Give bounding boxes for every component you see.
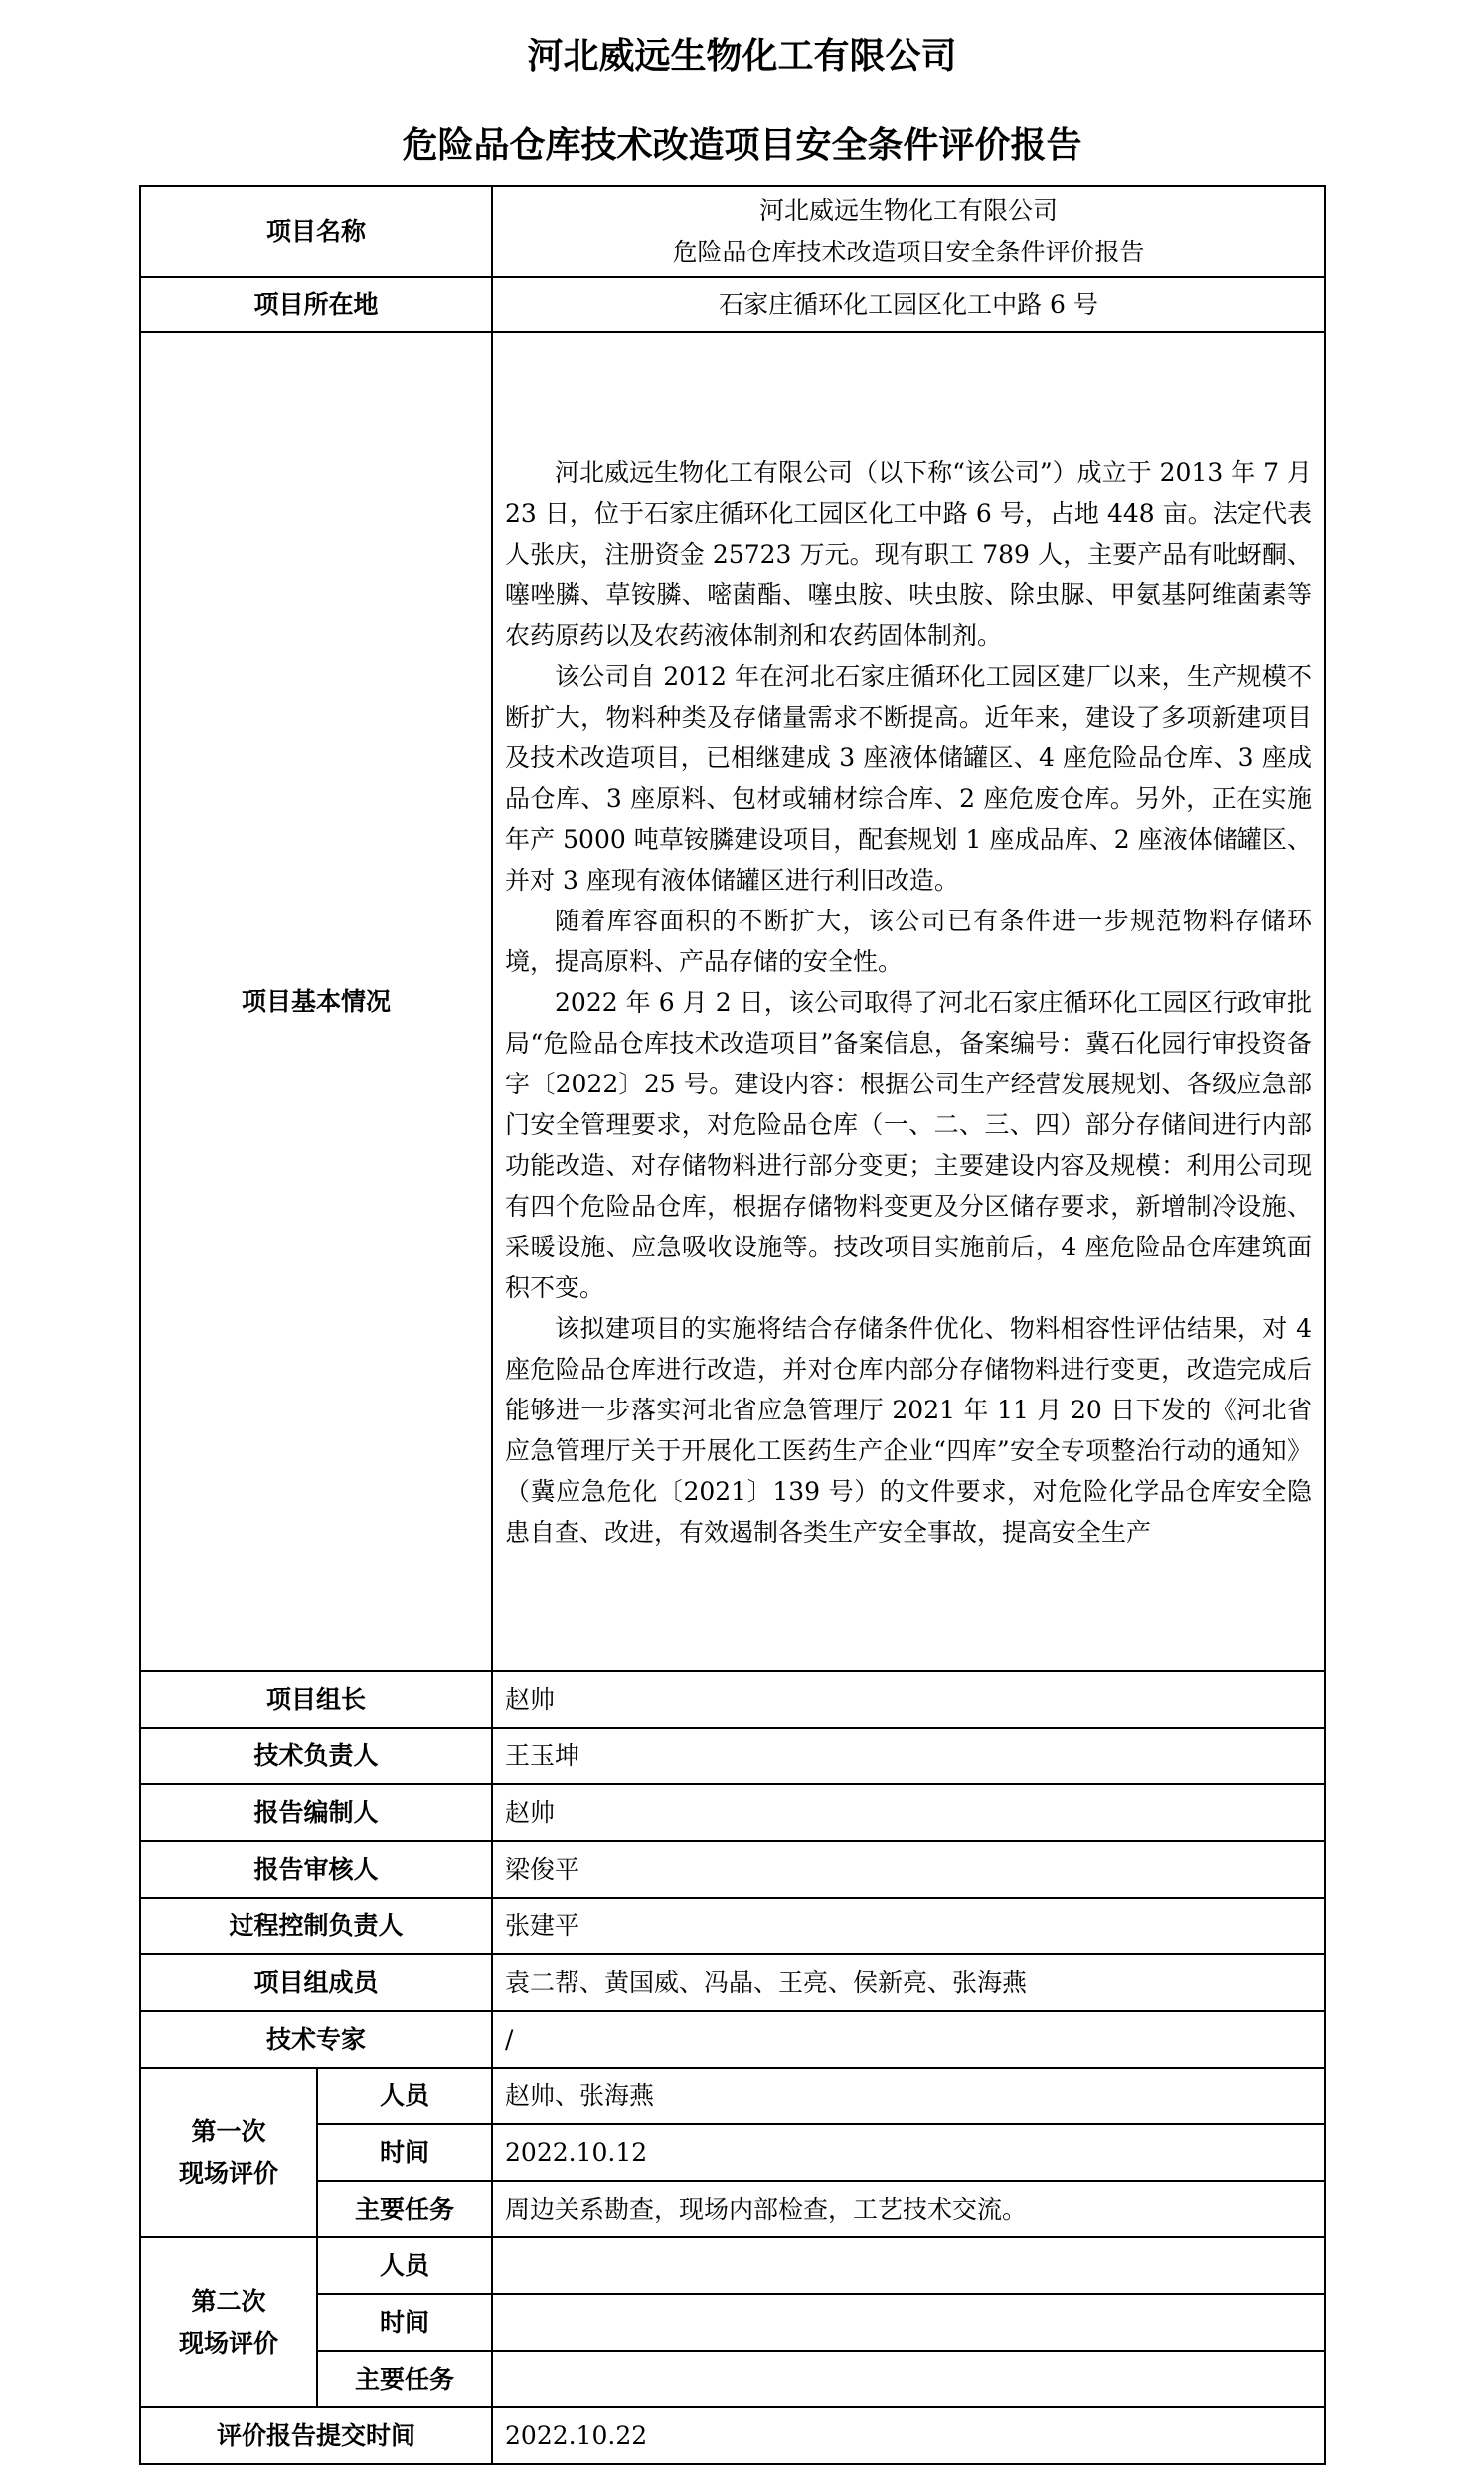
row-tech-expert [140,2011,1325,2068]
second-eval-task-value [492,2351,1325,2407]
row-second-eval-task [140,2351,1325,2407]
team-members-label: 项目组成员 [140,1954,492,2011]
second-eval-time-label: 时间 [317,2294,492,2351]
tech-lead-value: 王玉坤 [492,1728,1325,1784]
row-first-eval-time [140,2124,1325,2181]
basic-info-label: 项目基本情况 [140,332,492,1671]
submit-time-label: 评价报告提交时间 [140,2407,492,2464]
first-eval-label-line2: 现场评价 [178,2158,278,2188]
row-second-eval-personnel [140,2237,1325,2294]
first-eval-task-label: 主要任务 [317,2181,492,2237]
process-control-value: 张建平 [492,1898,1325,1954]
team-leader-value: 赵帅 [492,1671,1325,1728]
basic-info-paragraph: 该公司自 2012 年在河北石家庄循环化工园区建厂以来，生产规模不断扩大，物料种类及存储量需求不断提高。近年来，建设了多项新建项目及技术改造项目，已相继建成 3 座液体储罐区、4 座危险品仓库、3 座成品仓库、3 座原料、包材或辅材综合库、2 座危废仓库。另外，正在实施年产 5000 吨草铵膦建设项目，配套规划 1 座成品库、2 座液体储罐区、并对 3 座现有液体储罐区进行利旧改造。 [505,662,1313,895]
second-eval-personnel-label: 人员 [317,2237,492,2294]
process-control-label: 过程控制负责人 [140,1898,492,1954]
tech-expert-value: / [492,2011,1325,2068]
basic-info-paragraph: 河北威远生物化工有限公司（以下称“该公司”）成立于 2013 年 7 月 23 日，位于石家庄循环化工园区化工中路 6 号，占地 448 亩。法定代表人张庆，注册资金 25723 万元。现有职工 789 人，主要产品有吡蚜酮、噻唑膦、草铵膦、嘧菌酯、噻虫胺、呋虫胺、除虫脲、甲氨基阿维菌素等农药原药以及农药液体制剂和农药固体制剂。 [505,458,1313,650]
first-eval-personnel-value: 赵帅、张海燕 [492,2068,1325,2124]
basic-info-value [492,332,1325,1671]
second-eval-time-value [492,2294,1325,2351]
second-eval-label-line1: 第二次 [191,2286,266,2316]
second-eval-label-line2: 现场评价 [178,2328,278,2358]
row-team-leader [140,1671,1325,1728]
project-name-label: 项目名称 [140,186,492,277]
report-title: 危险品仓库技术改造项目安全条件评价报告 [402,125,1082,166]
row-report-reviewer [140,1841,1325,1898]
row-team-members [140,1954,1325,2011]
basic-info-paragraph: 该拟建项目的实施将结合存储条件优化、物料相容性评估结果，对 4 座危险品仓库进行改造，并对仓库内部分存储物料进行变更，改造完成后能够进一步落实河北省应急管理厅 2021 年 11 月 20 日下发的《河北省应急管理厅关于开展化工医药生产企业“四库”安全专项整治行动的通知》（冀应急危化〔2021〕139 号）的文件要求，对危险化学品仓库安全隐患自查、改进，有效遏制各类生产安全事故，提高安全生产 [505,1314,1313,1547]
row-submit-time [140,2407,1325,2464]
row-basic-info [140,332,1325,1671]
second-eval-label [140,2237,317,2407]
report-reviewer-label: 报告审核人 [140,1841,492,1898]
company-title: 河北威远生物化工有限公司 [527,36,957,77]
first-eval-label-line1: 第一次 [191,2116,266,2146]
report-reviewer-value: 梁俊平 [492,1841,1325,1898]
project-name-line1: 河北威远生物化工有限公司 [759,196,1059,225]
row-first-eval-personnel [140,2068,1325,2124]
second-eval-task-label: 主要任务 [317,2351,492,2407]
row-process-control [140,1898,1325,1954]
basic-info-paragraph: 2022 年 6 月 2 日，该公司取得了河北石家庄循环化工园区行政审批局“危险品仓库技术改造项目”备案信息，备案编号：冀石化园行审投资备字〔2022〕25 号。建设内容：根据公司生产经营发展规划、各级应急部门安全管理要求，对危险品仓库（一、二、三、四）部分存储间进行内部功能改造、对存储物料进行部分变更；主要建设内容及规模：利用公司现有四个危险品仓库，根据存储物料变更及分区储存要求，新增制冷设施、采暖设施、应急吸收设施等。技改项目实施前后，4 座危险品仓库建筑面积不变。 [505,988,1313,1302]
row-location [140,277,1325,332]
evaluation-info-table [139,185,1326,2465]
location-value: 石家庄循环化工园区化工中路 6 号 [492,277,1325,332]
row-first-eval-task [140,2181,1325,2237]
first-eval-personnel-label: 人员 [317,2068,492,2124]
row-project-name [140,186,1325,277]
location-label: 项目所在地 [140,277,492,332]
report-author-label: 报告编制人 [140,1784,492,1841]
first-eval-time-value: 2022.10.12 [492,2124,1325,2181]
team-members-value: 袁二帮、黄国威、冯晶、王亮、侯新亮、张海燕 [492,1954,1325,2011]
first-eval-label [140,2068,317,2237]
first-eval-time-label: 时间 [317,2124,492,2181]
project-name-value [492,186,1325,277]
row-report-author [140,1784,1325,1841]
submit-time-value: 2022.10.22 [492,2407,1325,2464]
basic-info-paragraph: 随着库容面积的不断扩大，该公司已有条件进一步规范物料存储环境，提高原料、产品存储的安全性。 [505,907,1313,976]
tech-expert-label: 技术专家 [140,2011,492,2068]
row-tech-lead [140,1728,1325,1784]
report-author-value: 赵帅 [492,1784,1325,1841]
row-second-eval-time [140,2294,1325,2351]
project-name-line2: 危险品仓库技术改造项目安全条件评价报告 [672,238,1145,266]
tech-lead-label: 技术负责人 [140,1728,492,1784]
second-eval-personnel-value [492,2237,1325,2294]
first-eval-task-value: 周边关系勘查，现场内部检查，工艺技术交流。 [492,2181,1325,2237]
team-leader-label: 项目组长 [140,1671,492,1728]
